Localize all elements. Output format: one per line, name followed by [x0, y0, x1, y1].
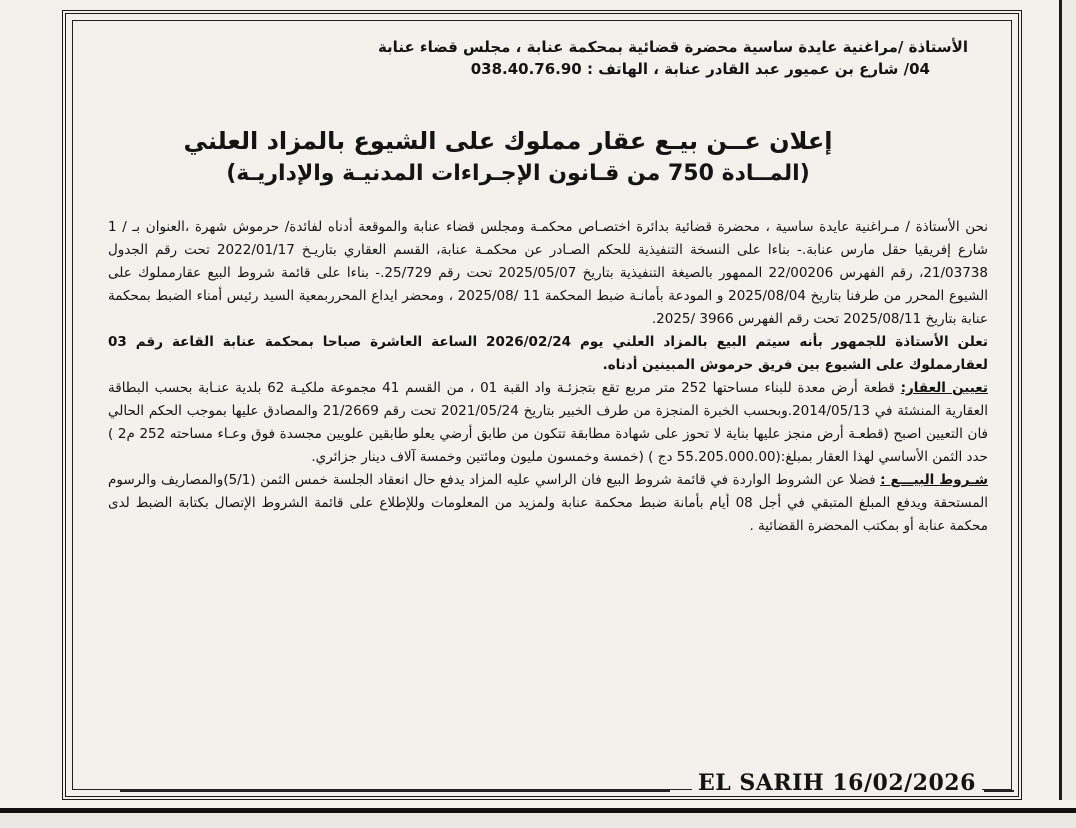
notice-body [108, 216, 988, 538]
paragraph-announcement [108, 331, 988, 377]
title-line-2: (المــادة 750 من قـانون الإجـراءات المدنيـة والإداريـة) [226, 161, 810, 186]
page-edge [1059, 0, 1076, 800]
property-description: قطعة أرض معدة للبناء مساحتها 252 متر مربع تقع بتجزئـة واد القبة 01 ، من القسم 41 مجموعة ملكيـة 62 بلدية عنـابة بحسب البطاقة العقارية المنشئة في 2014/05/13.وبحسب الخبرة المنجزة من طرف الخبير بتاريخ 2021/05/24 تحت رقم 21/2669 والمصادق عليها بموجب الحكم الحالي فان التعيين اصبح (قطعـة أرض منجز عليها بناية لا تحوز على شهادة مطابقة تتكون من طابق أرضي يعلو طابقين علويين مجسدة فوق وعـاء مساحته 252 م2 ) حدد الثمن الأساسي لهذا العقار بمبلغ:(55.205.000.00 دج ) (خمسة وخمسون مليون ومائتين وخمسة آلاف دينار جزائري. [108, 380, 989, 465]
footer-rule-left [120, 790, 670, 792]
paragraph-conditions [108, 469, 988, 538]
conditions-text: فضلا عن الشروط الواردة في قائمة شروط البيع فان الراسي عليه المزاد يدفع حال انعقاد الجلسة خمس الثمن (5/1)والمصاريف والرسوم المستحقة ويدفع المبلغ المتبقي في أجل 08 أيام بأمانة ضبط محكمة عنابة ولمزيد من المعلومات وللإطلاع على قائمة الشروط الإتصال بكتابة الضبط لدى محكمة عنابة أو بمكتب المحضرة القضائية . [108, 472, 988, 534]
conditions-label: شـروط البيـــع : [880, 472, 988, 488]
header-line-1: الأستاذة /مراغنية عايدة ساسية محضرة قضائية بمحكمة عنابة ، مجلس قضاء عنابة [377, 38, 968, 56]
notice-title [80, 124, 996, 190]
announcement-text: تعلن الأستاذة للجمهور بأنه سيتم البيع بالمزاد العلني يوم 2026/02/24 الساعة العاشرة صباحا بمحكمة عنابة القاعة رقم 03 لعقارمملوك على الشيوع بين فريق حرموش المبينين أدناه. [108, 334, 988, 373]
header-line-2: 04/ شارع بن عميور عبد القادر عنابة ، الهاتف : 038.40.76.90 [470, 60, 930, 78]
bailiff-header [168, 36, 968, 80]
property-label: تعيين العقار: [900, 380, 988, 396]
footer-rule-right [984, 790, 1014, 792]
footer [70, 770, 1064, 800]
paragraph-property [108, 377, 988, 469]
page-bottom-rule [0, 808, 1076, 828]
newspaper-signature: EL SARIH 16/02/2026 [692, 770, 982, 796]
paragraph-basis: نحن الأستاذة / مـراغنية عايدة ساسية ، محضرة قضائية بدائرة اختصـاص محكمـة ومجلس قضاء عنابة والموقعة أدناه لفائدة/ حرموش شهرة ،العنوان بـ / 1 شارع إفريقيا حقل مارس عنابة.- بناءا على النسخة التنفيذية للحكم الصـادر عن محكمـة عنابة، القسم العقاري بتاريـخ 2022/01/17 تحت رقم الجدول 21/03738، رقم الفهرس 22/00206 الممهور بالصيغة التنفيذية بتاريخ 2025/05/07 تحت رقم 25/729.- بناءا على قائمة شروط البيع عقارمملوك على الشيوع المحرر من طرفنا بتاريخ 2025/08/04 و المودعة بأمانـة ضبط المحكمة 11 /2025/08 ، ومحضر ايداع المحرربمعية السيد رئيس أمناء الضبط بمحكمة عنابة بتاريخ 2025/08/11 تحت رقم الفهرس 3966 /2025. [108, 219, 988, 327]
title-line-1: إعلان عــن بيـع عقار مملوك على الشيوع بالمزاد العلني [183, 127, 833, 155]
